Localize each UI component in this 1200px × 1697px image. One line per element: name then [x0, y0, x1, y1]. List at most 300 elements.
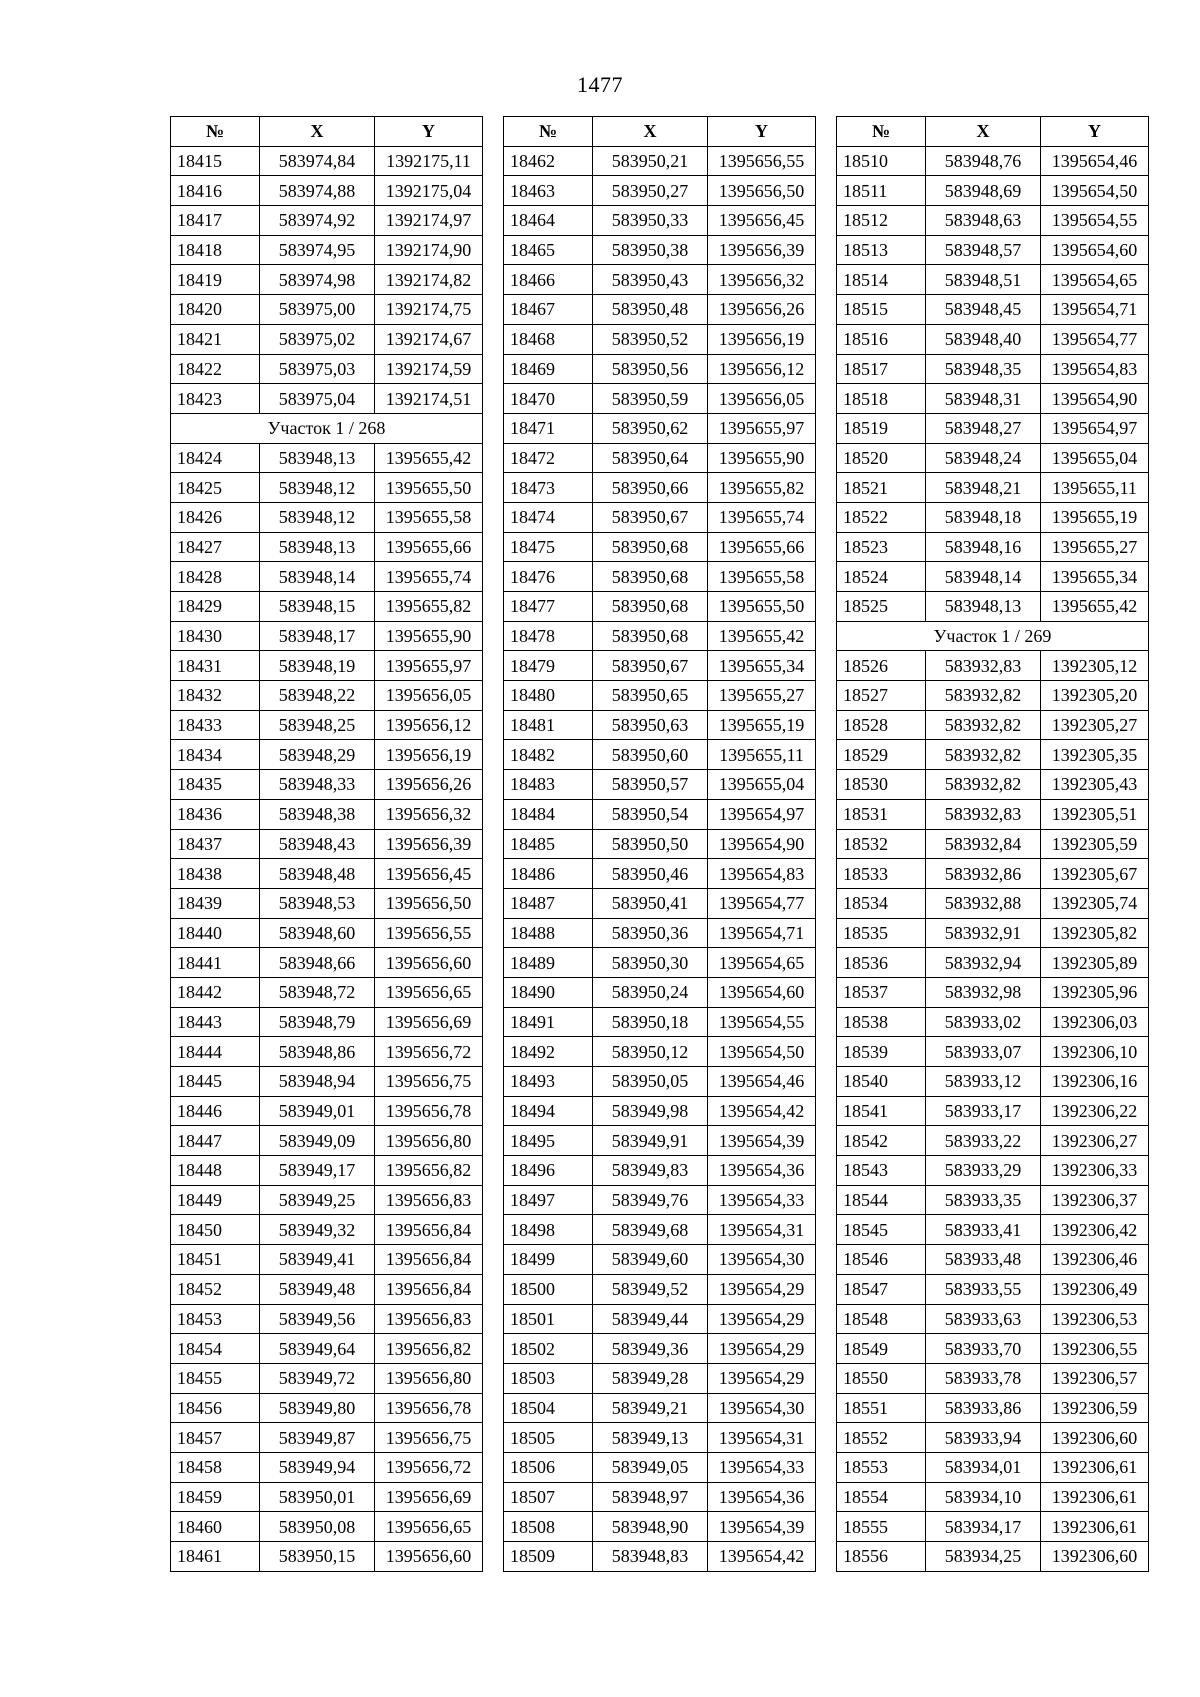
- table-row: [837, 799, 1149, 829]
- cell-x: 583932,82: [926, 710, 1041, 740]
- cell-x: 583950,66: [593, 473, 708, 503]
- table-row: [837, 592, 1149, 622]
- cell-x: 583948,29: [260, 740, 375, 770]
- cell-x: 583949,48: [260, 1274, 375, 1304]
- cell-x: 583948,53: [260, 888, 375, 918]
- cell-number: 18423: [171, 384, 260, 414]
- table-row: [171, 1156, 483, 1186]
- cell-number: 18443: [171, 1007, 260, 1037]
- table-row: [171, 176, 483, 206]
- table-row: [171, 265, 483, 295]
- cell-y: 1395654,71: [1041, 295, 1149, 325]
- table-row: [171, 1423, 483, 1453]
- cell-number: 18433: [171, 710, 260, 740]
- table-row: [171, 948, 483, 978]
- cell-y: 1395655,04: [1041, 443, 1149, 473]
- cell-y: 1395654,65: [1041, 265, 1149, 295]
- cell-number: 18435: [171, 770, 260, 800]
- cell-y: 1395654,71: [708, 918, 816, 948]
- cell-number: 18504: [504, 1393, 593, 1423]
- cell-x: 583949,56: [260, 1304, 375, 1334]
- cell-number: 18501: [504, 1304, 593, 1334]
- cell-y: 1392174,82: [375, 265, 483, 295]
- table-row: [171, 740, 483, 770]
- table-row: [504, 948, 816, 978]
- cell-x: 583950,68: [593, 592, 708, 622]
- cell-x: 583950,36: [593, 918, 708, 948]
- cell-y: 1395655,34: [708, 651, 816, 681]
- cell-number: 18446: [171, 1096, 260, 1126]
- cell-x: 583975,04: [260, 384, 375, 414]
- cell-y: 1395656,82: [375, 1334, 483, 1364]
- cell-number: 18496: [504, 1156, 593, 1186]
- cell-x: 583932,82: [926, 770, 1041, 800]
- cell-y: 1395654,30: [708, 1245, 816, 1275]
- cell-x: 583948,13: [926, 592, 1041, 622]
- cell-x: 583948,66: [260, 948, 375, 978]
- table-row: [171, 799, 483, 829]
- cell-y: 1395654,77: [708, 888, 816, 918]
- table-row: [837, 502, 1149, 532]
- cell-number: 18419: [171, 265, 260, 295]
- cell-x: 583974,95: [260, 235, 375, 265]
- cell-y: 1392306,10: [1041, 1037, 1149, 1067]
- table-row: [837, 1274, 1149, 1304]
- cell-number: 18520: [837, 443, 926, 473]
- cell-x: 583950,12: [593, 1037, 708, 1067]
- cell-y: 1395654,33: [708, 1452, 816, 1482]
- cell-number: 18447: [171, 1126, 260, 1156]
- cell-number: 18440: [171, 918, 260, 948]
- cell-number: 18527: [837, 681, 926, 711]
- cell-x: 583933,55: [926, 1274, 1041, 1304]
- cell-x: 583948,14: [260, 562, 375, 592]
- cell-number: 18418: [171, 235, 260, 265]
- cell-number: 18534: [837, 888, 926, 918]
- table-row: [837, 206, 1149, 236]
- table-row: [171, 977, 483, 1007]
- cell-x: 583974,92: [260, 206, 375, 236]
- cell-x: 583950,08: [260, 1512, 375, 1542]
- cell-y: 1395654,90: [1041, 384, 1149, 414]
- cell-number: 18422: [171, 354, 260, 384]
- cell-number: 18425: [171, 473, 260, 503]
- table-row: [837, 532, 1149, 562]
- table-row: [837, 295, 1149, 325]
- table-row: [171, 918, 483, 948]
- cell-number: 18549: [837, 1334, 926, 1364]
- table-row: [837, 562, 1149, 592]
- table-row: [504, 859, 816, 889]
- cell-number: 18469: [504, 354, 593, 384]
- cell-number: 18487: [504, 888, 593, 918]
- cell-x: 583949,21: [593, 1393, 708, 1423]
- cell-y: 1395656,05: [708, 384, 816, 414]
- cell-number: 18448: [171, 1156, 260, 1186]
- cell-x: 583948,12: [260, 502, 375, 532]
- cell-x: 583948,17: [260, 621, 375, 651]
- cell-y: 1392174,51: [375, 384, 483, 414]
- cell-number: 18554: [837, 1482, 926, 1512]
- table-row: [837, 1452, 1149, 1482]
- table-row: [837, 1393, 1149, 1423]
- cell-y: 1395655,97: [708, 413, 816, 443]
- cell-x: 583975,02: [260, 324, 375, 354]
- cell-x: 583950,54: [593, 799, 708, 829]
- cell-number: 18478: [504, 621, 593, 651]
- cell-y: 1395656,50: [708, 176, 816, 206]
- cell-number: 18427: [171, 532, 260, 562]
- cell-x: 583948,15: [260, 592, 375, 622]
- cell-x: 583974,88: [260, 176, 375, 206]
- cell-number: 18507: [504, 1482, 593, 1512]
- table-row: [837, 176, 1149, 206]
- table-row: [837, 770, 1149, 800]
- cell-x: 583949,60: [593, 1245, 708, 1275]
- cell-x: 583933,35: [926, 1185, 1041, 1215]
- cell-y: 1395655,11: [1041, 473, 1149, 503]
- table-row: [171, 206, 483, 236]
- cell-number: 18518: [837, 384, 926, 414]
- cell-y: 1392305,27: [1041, 710, 1149, 740]
- table-row: [504, 562, 816, 592]
- cell-number: 18468: [504, 324, 593, 354]
- cell-y: 1395656,83: [375, 1304, 483, 1334]
- cell-x: 583948,19: [260, 651, 375, 681]
- cell-y: 1392305,20: [1041, 681, 1149, 711]
- cell-y: 1395655,27: [708, 681, 816, 711]
- cell-y: 1395654,29: [708, 1334, 816, 1364]
- cell-y: 1395654,42: [708, 1096, 816, 1126]
- table-row: [171, 829, 483, 859]
- cell-number: 18466: [504, 265, 593, 295]
- cell-y: 1392306,61: [1041, 1482, 1149, 1512]
- coordinates-table-left: [170, 116, 483, 1572]
- table-row: [171, 859, 483, 889]
- cell-y: 1395656,65: [375, 1512, 483, 1542]
- cell-y: 1395656,84: [375, 1245, 483, 1275]
- cell-x: 583950,48: [593, 295, 708, 325]
- cell-number: 18420: [171, 295, 260, 325]
- column-header-x: X: [593, 117, 708, 147]
- table-row: [504, 651, 816, 681]
- table-row: [504, 1185, 816, 1215]
- column-header-number: №: [171, 117, 260, 147]
- cell-x: 583948,22: [260, 681, 375, 711]
- table-row: [837, 354, 1149, 384]
- cell-y: 1395655,97: [375, 651, 483, 681]
- cell-y: 1395655,82: [375, 592, 483, 622]
- cell-number: 18455: [171, 1363, 260, 1393]
- cell-x: 583949,91: [593, 1126, 708, 1156]
- cell-y: 1395656,60: [375, 1542, 483, 1572]
- cell-y: 1395655,50: [708, 592, 816, 622]
- cell-x: 583948,83: [593, 1542, 708, 1572]
- cell-x: 583948,48: [260, 859, 375, 889]
- cell-x: 583949,80: [260, 1393, 375, 1423]
- cell-y: 1392305,67: [1041, 859, 1149, 889]
- cell-x: 583950,64: [593, 443, 708, 473]
- cell-y: 1395655,50: [375, 473, 483, 503]
- cell-number: 18464: [504, 206, 593, 236]
- cell-y: 1395655,90: [708, 443, 816, 473]
- cell-y: 1392175,04: [375, 176, 483, 206]
- cell-y: 1395656,82: [375, 1156, 483, 1186]
- cell-number: 18516: [837, 324, 926, 354]
- cell-number: 18439: [171, 888, 260, 918]
- table-row: [171, 1304, 483, 1334]
- cell-number: 18543: [837, 1156, 926, 1186]
- cell-y: 1395655,42: [375, 443, 483, 473]
- table-row: [171, 1007, 483, 1037]
- cell-number: 18503: [504, 1363, 593, 1393]
- cell-x: 583934,01: [926, 1452, 1041, 1482]
- cell-x: 583948,38: [260, 799, 375, 829]
- table-row: [171, 1096, 483, 1126]
- table-row: [171, 146, 483, 176]
- cell-y: 1395654,83: [708, 859, 816, 889]
- cell-number: 18452: [171, 1274, 260, 1304]
- cell-number: 18489: [504, 948, 593, 978]
- cell-x: 583950,67: [593, 502, 708, 532]
- cell-number: 18457: [171, 1423, 260, 1453]
- cell-x: 583950,15: [260, 1542, 375, 1572]
- column-header-number: №: [504, 117, 593, 147]
- cell-x: 583950,68: [593, 532, 708, 562]
- cell-number: 18538: [837, 1007, 926, 1037]
- table-row: [504, 502, 816, 532]
- table-row: [837, 859, 1149, 889]
- table-row: [504, 1423, 816, 1453]
- section-row: [837, 621, 1149, 651]
- cell-number: 18505: [504, 1423, 593, 1453]
- cell-x: 583948,69: [926, 176, 1041, 206]
- cell-y: 1392174,67: [375, 324, 483, 354]
- cell-number: 18542: [837, 1126, 926, 1156]
- cell-number: 18424: [171, 443, 260, 473]
- cell-x: 583949,64: [260, 1334, 375, 1364]
- table-row: [837, 1067, 1149, 1097]
- table-row: [171, 1363, 483, 1393]
- cell-y: 1395654,55: [708, 1007, 816, 1037]
- table-row: [504, 829, 816, 859]
- cell-number: 18541: [837, 1096, 926, 1126]
- cell-y: 1395655,66: [375, 532, 483, 562]
- table-row: [171, 1185, 483, 1215]
- cell-number: 18523: [837, 532, 926, 562]
- cell-number: 18509: [504, 1542, 593, 1572]
- cell-number: 18456: [171, 1393, 260, 1423]
- cell-x: 583948,76: [926, 146, 1041, 176]
- table-row: [504, 681, 816, 711]
- coordinates-table-right: [836, 116, 1149, 1572]
- cell-number: 18490: [504, 977, 593, 1007]
- cell-y: 1395656,60: [375, 948, 483, 978]
- cell-y: 1395655,90: [375, 621, 483, 651]
- cell-x: 583933,78: [926, 1363, 1041, 1393]
- cell-number: 18470: [504, 384, 593, 414]
- table-row: [837, 324, 1149, 354]
- cell-y: 1395654,60: [708, 977, 816, 1007]
- cell-number: 18502: [504, 1334, 593, 1364]
- cell-number: 18525: [837, 592, 926, 622]
- cell-y: 1395656,75: [375, 1067, 483, 1097]
- cell-x: 583932,82: [926, 740, 1041, 770]
- section-title: Участок 1 / 268: [171, 413, 483, 443]
- cell-x: 583948,16: [926, 532, 1041, 562]
- cell-x: 583949,41: [260, 1245, 375, 1275]
- cell-x: 583932,82: [926, 681, 1041, 711]
- cell-x: 583948,40: [926, 324, 1041, 354]
- cell-y: 1395656,83: [375, 1185, 483, 1215]
- table-row: [504, 1096, 816, 1126]
- cell-y: 1395654,31: [708, 1215, 816, 1245]
- cell-y: 1392306,61: [1041, 1452, 1149, 1482]
- cell-y: 1392306,33: [1041, 1156, 1149, 1186]
- cell-y: 1392175,11: [375, 146, 483, 176]
- cell-x: 583934,25: [926, 1542, 1041, 1572]
- cell-number: 18551: [837, 1393, 926, 1423]
- cell-number: 18524: [837, 562, 926, 592]
- cell-x: 583948,45: [926, 295, 1041, 325]
- cell-y: 1395654,29: [708, 1304, 816, 1334]
- cell-number: 18473: [504, 473, 593, 503]
- table-row: [171, 473, 483, 503]
- cell-x: 583948,18: [926, 502, 1041, 532]
- table-row: [171, 354, 483, 384]
- cell-x: 583933,07: [926, 1037, 1041, 1067]
- cell-x: 583950,67: [593, 651, 708, 681]
- table-row: [504, 710, 816, 740]
- cell-number: 18431: [171, 651, 260, 681]
- cell-number: 18454: [171, 1334, 260, 1364]
- cell-y: 1395655,19: [708, 710, 816, 740]
- cell-y: 1395656,12: [375, 710, 483, 740]
- cell-y: 1392306,60: [1041, 1423, 1149, 1453]
- table-row: [504, 1482, 816, 1512]
- table-row: [837, 977, 1149, 1007]
- cell-number: 18499: [504, 1245, 593, 1275]
- cell-y: 1392174,75: [375, 295, 483, 325]
- cell-x: 583949,52: [593, 1274, 708, 1304]
- cell-x: 583948,51: [926, 265, 1041, 295]
- table-row: [837, 829, 1149, 859]
- cell-y: 1392306,22: [1041, 1096, 1149, 1126]
- column-header-number: №: [837, 117, 926, 147]
- table-row: [837, 1156, 1149, 1186]
- cell-y: 1395654,31: [708, 1423, 816, 1453]
- cell-number: 18441: [171, 948, 260, 978]
- cell-y: 1395654,90: [708, 829, 816, 859]
- cell-x: 583949,05: [593, 1452, 708, 1482]
- cell-y: 1395656,39: [375, 829, 483, 859]
- cell-y: 1395655,42: [1041, 592, 1149, 622]
- table-row: [171, 324, 483, 354]
- cell-x: 583948,13: [260, 443, 375, 473]
- cell-number: 18417: [171, 206, 260, 236]
- cell-number: 18461: [171, 1542, 260, 1572]
- table-row: [837, 265, 1149, 295]
- cell-number: 18444: [171, 1037, 260, 1067]
- cell-y: 1392305,82: [1041, 918, 1149, 948]
- cell-x: 583950,41: [593, 888, 708, 918]
- cell-number: 18511: [837, 176, 926, 206]
- cell-x: 583949,32: [260, 1215, 375, 1245]
- table-row: [504, 1126, 816, 1156]
- cell-y: 1392306,53: [1041, 1304, 1149, 1334]
- column-header-y: Y: [1041, 117, 1149, 147]
- cell-x: 583949,28: [593, 1363, 708, 1393]
- cell-y: 1392305,51: [1041, 799, 1149, 829]
- cell-y: 1392305,43: [1041, 770, 1149, 800]
- table-row: [171, 1512, 483, 1542]
- cell-x: 583948,90: [593, 1512, 708, 1542]
- table-row: [171, 1245, 483, 1275]
- cell-number: 18480: [504, 681, 593, 711]
- cell-x: 583948,60: [260, 918, 375, 948]
- table-row: [171, 295, 483, 325]
- cell-number: 18471: [504, 413, 593, 443]
- cell-number: 18526: [837, 651, 926, 681]
- cell-number: 18472: [504, 443, 593, 473]
- cell-number: 18517: [837, 354, 926, 384]
- table-row: [171, 710, 483, 740]
- cell-y: 1395654,29: [708, 1363, 816, 1393]
- cell-number: 18513: [837, 235, 926, 265]
- table-row: [171, 1215, 483, 1245]
- cell-x: 583932,84: [926, 829, 1041, 859]
- cell-number: 18528: [837, 710, 926, 740]
- cell-number: 18486: [504, 859, 593, 889]
- cell-number: 18462: [504, 146, 593, 176]
- cell-number: 18540: [837, 1067, 926, 1097]
- table-row: [837, 1126, 1149, 1156]
- cell-y: 1395655,58: [375, 502, 483, 532]
- cell-x: 583932,91: [926, 918, 1041, 948]
- table-row: [504, 265, 816, 295]
- cell-x: 583948,79: [260, 1007, 375, 1037]
- cell-number: 18459: [171, 1482, 260, 1512]
- cell-y: 1395654,42: [708, 1542, 816, 1572]
- cell-x: 583950,50: [593, 829, 708, 859]
- table-row: [504, 770, 816, 800]
- cell-number: 18548: [837, 1304, 926, 1334]
- cell-number: 18533: [837, 859, 926, 889]
- table-row: [504, 443, 816, 473]
- cell-x: 583948,43: [260, 829, 375, 859]
- cell-number: 18510: [837, 146, 926, 176]
- cell-number: 18552: [837, 1423, 926, 1453]
- table-row: [171, 532, 483, 562]
- cell-number: 18474: [504, 502, 593, 532]
- cell-number: 18482: [504, 740, 593, 770]
- cell-x: 583948,31: [926, 384, 1041, 414]
- cell-x: 583932,86: [926, 859, 1041, 889]
- table-row: [171, 592, 483, 622]
- cell-y: 1395656,26: [708, 295, 816, 325]
- cell-x: 583933,41: [926, 1215, 1041, 1245]
- cell-number: 18532: [837, 829, 926, 859]
- cell-y: 1395655,74: [375, 562, 483, 592]
- cell-y: 1392174,90: [375, 235, 483, 265]
- cell-x: 583933,86: [926, 1393, 1041, 1423]
- table-row: [504, 1512, 816, 1542]
- cell-y: 1392305,12: [1041, 651, 1149, 681]
- cell-y: 1395656,84: [375, 1274, 483, 1304]
- cell-y: 1392305,89: [1041, 948, 1149, 978]
- cell-number: 18547: [837, 1274, 926, 1304]
- section-title: Участок 1 / 269: [837, 621, 1149, 651]
